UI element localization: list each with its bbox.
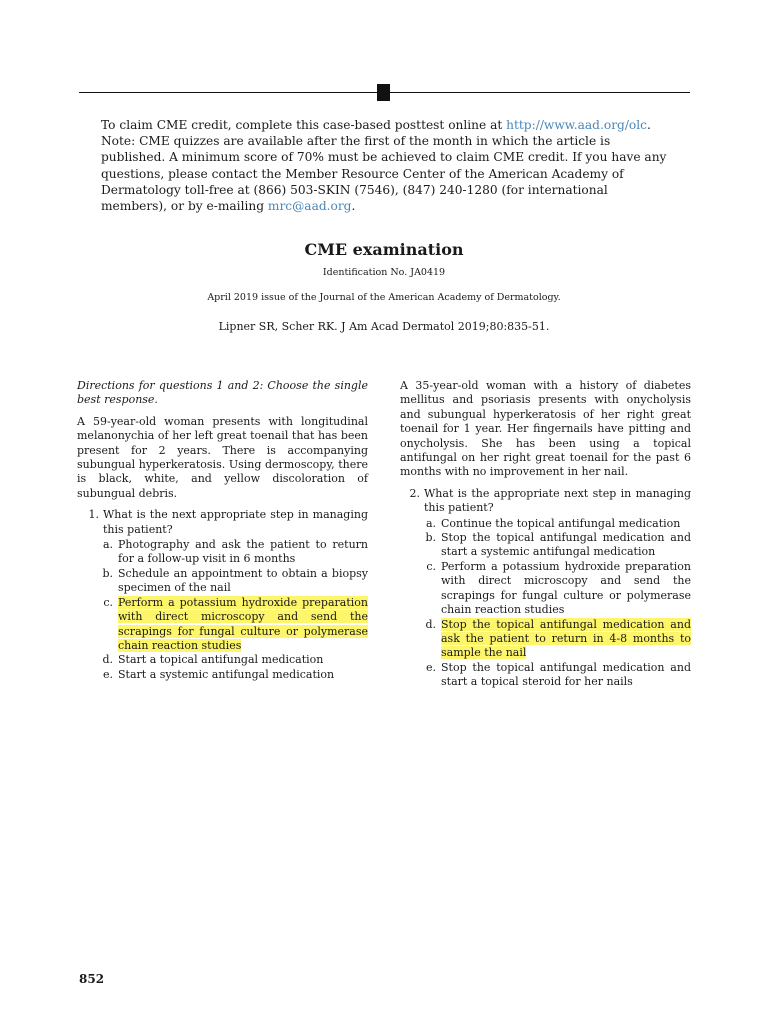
option-text: Schedule an appointment to obtain a biopsy specimen of the nail xyxy=(118,566,368,595)
option-letter: a. xyxy=(425,516,436,530)
option-text: Start a topical antifungal medication xyxy=(118,653,324,667)
option-letter: e. xyxy=(425,660,436,674)
option-text: Perform a potassium hydroxide preparation with direct microscopy and send the scrapings for fungal culture or polymerase chain reaction studies xyxy=(441,559,691,617)
exam-title: CME examination xyxy=(304,240,464,259)
option-1d[interactable] xyxy=(97,653,368,667)
email-link[interactable]: mrc@aad.org xyxy=(267,199,352,214)
cme-instructions xyxy=(101,117,669,214)
highlighted-answer: Stop the topical antifungal medication and ask the patient to return in 4-8 months to sample the nail xyxy=(441,617,691,660)
header-marker xyxy=(377,84,390,101)
question-2 xyxy=(400,487,691,516)
option-text: Stop the topical antifungal medication and start a topical steroid for her nails xyxy=(441,660,691,689)
highlighted-answer: Perform a potassium hydroxide preparation with direct microscopy and send the scrapings for fungal culture or polymerase chain reaction studies xyxy=(118,595,368,652)
option-text: Start a systemic antifungal medication xyxy=(118,667,335,681)
question-text: What is the appropriate next step in managing this patient? xyxy=(424,486,691,515)
option-letter: d. xyxy=(102,653,113,667)
question-1-options xyxy=(97,538,368,682)
option-2e[interactable] xyxy=(420,661,691,690)
question-number: 2. xyxy=(409,486,420,500)
case-1-text: A 59-year-old woman presents with longitudinal melanonychia of her left great toenail that has been present for 2 years. There is accompanying subungual hyperkeratosis. Using dermoscopy, there is black, white, and yellow discoloration of subungual debris. xyxy=(77,414,368,500)
olc-link[interactable]: http://www.aad.org/olc xyxy=(506,118,647,132)
option-2c[interactable] xyxy=(420,560,691,618)
option-letter: b. xyxy=(425,531,436,545)
question-number: 1. xyxy=(88,508,99,522)
option-letter: c. xyxy=(103,595,113,609)
issue-line: April 2019 issue of the Journal of the American Academy of Dermatology. xyxy=(207,292,561,303)
option-2b[interactable] xyxy=(420,531,691,560)
option-2a[interactable] xyxy=(420,517,691,531)
option-1a[interactable] xyxy=(97,538,368,567)
option-letter: e. xyxy=(102,667,113,681)
right-column xyxy=(400,379,691,690)
directions: Directions for questions 1 and 2: Choose the single best response. xyxy=(77,379,368,407)
option-2d[interactable] xyxy=(420,618,691,661)
intro-middle: . Note: CME quizzes are available after the first of the month in which the article is published. A minimum score of 70% must be achieved to claim CME credit. If you have any questions, please contact the Member Resource Center of the American Academy of Dermatology toll-free at (866) 503-SKIN (7546), (847) 240-1280 (for international members), or by e-mailing xyxy=(101,118,667,214)
question-1 xyxy=(77,508,368,537)
option-text: Photography and ask the patient to return for a follow-up visit in 6 months xyxy=(118,538,368,566)
option-1c[interactable] xyxy=(97,596,368,654)
question-2-options xyxy=(420,517,691,690)
left-column xyxy=(77,379,368,682)
intro-suffix: . xyxy=(351,199,356,214)
option-letter: a. xyxy=(102,538,113,552)
option-text: Stop the topical antifungal medication and start a systemic antifungal medication xyxy=(441,531,691,559)
option-letter: d. xyxy=(425,617,436,631)
option-text: Continue the topical antifungal medication xyxy=(441,516,681,530)
page-number: 852 xyxy=(79,972,105,986)
citation-line: Lipner SR, Scher RK. J Am Acad Dermatol 2019;80:835-51. xyxy=(218,320,550,333)
intro-prefix: To claim CME credit, complete this case-based posttest online at xyxy=(101,118,507,132)
option-letter: b. xyxy=(102,566,113,580)
option-letter: c. xyxy=(426,559,436,573)
question-text: What is the next appropriate step in managing this patient? xyxy=(103,508,368,536)
option-1e[interactable] xyxy=(97,668,368,682)
option-1b[interactable] xyxy=(97,567,368,596)
identification-number: Identification No. JA0419 xyxy=(322,267,446,278)
case-2-text: A 35-year-old woman with a history of diabetes mellitus and psoriasis presents with onycholysis and subungual hyperkeratosis of her right great toenail for 1 year. Her fingernails have pitting and onycholysis. She has been using a topical antifungal on her right great toenail for the past 6 months with no improvement in her nail. xyxy=(400,379,691,479)
